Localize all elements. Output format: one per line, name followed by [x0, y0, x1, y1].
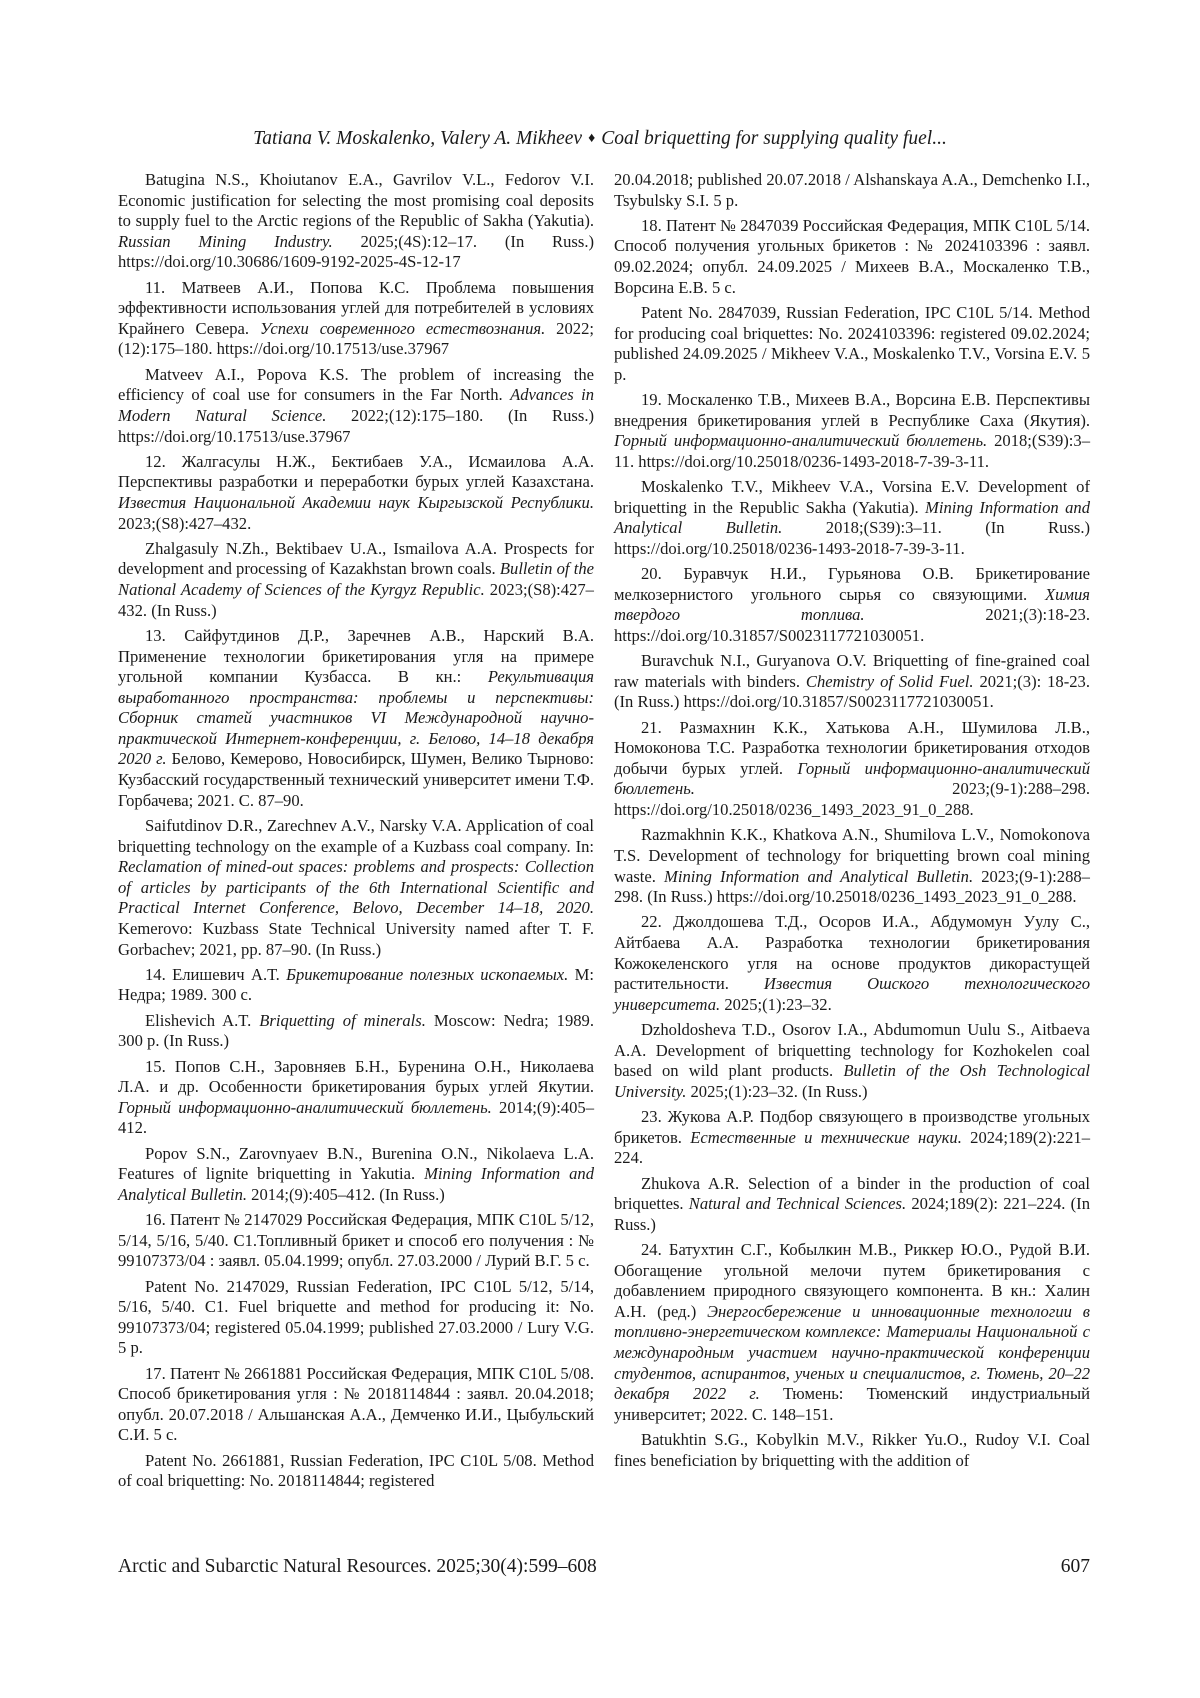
reference-text: 11. Матвеев А.И., Попова К.С. Проблема повышения эффективности использования углей для потребителей в условиях Крайнего Севера. — [118, 277, 594, 338]
reference-text-tail: Kemerovo: Kuzbass State Technical University named after T. F. Gorbachev; 2021, pp. 87–90. (In Russ.) — [118, 918, 594, 959]
reference-entry — [118, 1011, 594, 1052]
reference-text: Moskalenko T.V., Mikheev V.A., Vorsina E.V. Development of briquetting in the Republic Sakha (Yakutia). — [614, 477, 1090, 517]
reference-entry — [614, 477, 1090, 559]
reference-text: Elishevich A.T. — [145, 1010, 260, 1030]
reference-entry — [118, 452, 594, 534]
reference-text: Batukhtin S.G., Kobylkin M.V., Rikker Yu.O., Rudoy V.I. Coal fines beneficiation by briquetting with the addition of — [614, 1430, 1090, 1470]
reference-entry — [118, 1210, 594, 1272]
reference-entry — [614, 1020, 1090, 1102]
reference-text: Saifutdinov D.R., Zarechnev A.V., Narsky V.A. Application of coal briquetting technology on the example of a Kuzbass coal company. In: — [118, 815, 594, 856]
reference-text: 21. Размахнин К.К., Хатькова А.Н., Шумилова Л.В., Номоконова Т.С. Разработка технологии брикетирования отходов добычи бурых углей. — [614, 717, 1090, 778]
reference-entry — [614, 1240, 1090, 1425]
reference-text: 19. Москаленко Т.В., Михеев В.А., Ворсина Е.В. Перспективы внедрения брикетирования углей в Республике Саха (Якутия). — [614, 390, 1090, 430]
reference-text: Matveev A.I., Popova K.S. The problem of increasing the efficiency of coal use for consumers in the Far North. — [118, 364, 594, 405]
page-number: 607 — [1060, 1556, 1090, 1577]
reference-source-italic: Chemistry of Solid Fuel. — [805, 671, 974, 691]
reference-source-italic: Russian Mining Industry. — [118, 231, 333, 251]
reference-source-italic: Известия Ошского технологического университета. — [614, 974, 1090, 1014]
reference-text-tail: Moscow: Nedra; 1989. 300 p. (In Russ.) — [118, 1010, 594, 1051]
reference-entry — [118, 1144, 594, 1206]
reference-text: Batugina N.S., Khoiutanov E.A., Gavrilov V.L., Fedorov V.I. Economic justification for selecting the most promising coal deposits to supply fuel to the Arctic regions of the Republic of Sakha (Yakutia). — [118, 170, 594, 231]
reference-text-tail: 2023;(S8):427–432. — [118, 513, 252, 533]
reference-entry — [614, 564, 1090, 646]
reference-entry — [614, 718, 1090, 821]
reference-text: 14. Елишевич А.Т. — [145, 964, 287, 984]
reference-text: 17. Патент № 2661881 Российская Федерация, МПК C10L 5/08. Способ брикетирования угля : № 2018114844 : заявл. 20.04.2018; опубл. 20.07.2018 / Альшанская А.А., Демченко И.И., Цыбульский С.И. 5 с. — [118, 1363, 594, 1445]
reference-source-italic: Энергосбережение и инновационные технологии в топливно-энергетическом комплексе: Материалы Национальной с международным участием научно-практической конференции студентов, аспирантов, ученых и специалистов, г. Тюмень, 20–22 декабря 2022 г. — [614, 1301, 1090, 1404]
reference-text-tail: 2022;(12):175–180. https://doi.org/10.17513/use.37967 — [118, 318, 594, 359]
reference-text: 20.04.2018; published 20.07.2018 / Alshanskaya A.A., Demchenko I.I., Tsybulsky S.I. 5 p. — [614, 170, 1090, 210]
reference-text: Buravchuk N.I., Guryanova O.V. Briquetting of fine-grained coal raw materials with binders. — [614, 651, 1090, 691]
reference-text: 15. Попов С.Н., Заровняев Б.Н., Буренина О.Н., Николаева Л.А. и др. Особенности брикетирования бурых углей Якутии. — [118, 1056, 594, 1097]
reference-source-italic: Химия твердого топлива. — [614, 584, 1090, 625]
reference-entry — [118, 278, 594, 360]
reference-text-tail: 2018;(S39):3–11. https://doi.org/10.25018/0236-1493-2018-7-39-3-11. — [614, 431, 1090, 471]
reference-text-tail: 2025;(4S):12–17. (In Russ.) https://doi.org/10.30686/1609-9192-2025-4S-12-17 — [118, 231, 595, 272]
reference-text: Zhukova A.R. Selection of a binder in the production of coal briquettes. — [614, 1173, 1090, 1214]
reference-text: Popov S.N., Zarovnyaev B.N., Burenina O.N., Nikolaeva L.A. Features of lignite briquetting in Yakutia. — [118, 1143, 594, 1184]
reference-entry — [118, 816, 594, 960]
reference-entry — [118, 965, 594, 1006]
reference-entry — [614, 170, 1090, 211]
reference-entry — [118, 170, 594, 273]
reference-source-italic: Известия Национальной Академии наук Кыргызской Республики. — [118, 492, 594, 512]
reference-text-tail: Белово, Кемерово, Новосибирск, Шумен, Велико Тырново: Кузбасский государственный технический университет имени Т.Ф. Горбачева; 2021. С. 87–90. — [118, 749, 594, 810]
reference-entry — [118, 365, 594, 447]
reference-text-tail: 2023;(S8):427–432. (In Russ.) — [118, 580, 594, 620]
page-footer — [118, 1556, 1090, 1578]
reference-text-tail: 2023;(9-1):288–298. https://doi.org/10.25018/0236_1493_2023_91_0_288. — [614, 779, 1090, 820]
reference-text: Dzholdosheva T.D., Osorov I.A., Abdumomun Uulu S., Aitbaeva A.A. Development of briquetting technology for Kozhokelen coal based on wild plant products. — [614, 1020, 1090, 1081]
reference-entry — [118, 1277, 594, 1359]
reference-source-italic: Mining Information and Analytical Bulletin. — [664, 866, 974, 886]
reference-entry — [118, 1057, 594, 1139]
header-separator: ♦ — [588, 131, 596, 146]
reference-entry — [118, 1451, 594, 1492]
reference-source-italic: Bulletin of the Osh Technological University. — [614, 1061, 1090, 1101]
reference-text: Zhalgasuly N.Zh., Bektibaev U.A., Ismailova A.A. Prospects for development and processing of Kazakhstan brown coals. — [118, 538, 594, 579]
reference-source-italic: Natural and Technical Sciences. — [688, 1194, 907, 1214]
reference-source-italic: Горный информационно-аналитический бюллетень. — [614, 758, 1090, 799]
reference-text-tail: 2023;(9-1):288–298. (In Russ.) https://doi.org/10.25018/0236_1493_2023_91_0_288. — [614, 866, 1090, 907]
reference-entry — [614, 1430, 1090, 1471]
reference-text: 18. Патент № 2847039 Российская Федерация, МПК C10L 5/14. Способ получения угольных брикетов : № 2024103396 : заявл. 09.02.2024; опубл. 24.09.2025 / Михеев В.А., Москаленко Т.В., Ворсина Е.В. 5 с. — [614, 215, 1090, 297]
reference-source-italic: Горный информационно-аналитический бюллетень. — [118, 1097, 492, 1117]
reference-text: Patent No. 2661881, Russian Federation, IPC C10L 5/08. Method of coal briquetting: No. 2018114844; registered — [118, 1450, 594, 1491]
reference-text: 12. Жалгасулы Н.Ж., Бектибаев У.А., Исмаилова А.А. Перспективы разработки и переработки бурых углей Казахстана. — [118, 451, 594, 492]
reference-column-right — [614, 170, 1090, 1476]
reference-entry — [614, 216, 1090, 298]
reference-text: 22. Джолдошева Т.Д., Осоров И.А., Абдумомун Уулу С., Айтбаева А.А. Разработка технологии брикетирования Кожокеленского угля на основе продуктов дикорастущей растительности. — [614, 912, 1090, 994]
reference-entry — [118, 539, 594, 621]
reference-text-tail: 2018;(S39):3–11. (In Russ.) https://doi.org/10.25018/0236-1493-2018-7-39-3-11. — [614, 518, 1090, 558]
reference-text-tail: М: Недра; 1989. 300 с. — [118, 964, 595, 1005]
reference-text: 13. Сайфутдинов Д.Р., Заречнев А.В., Нарский В.А. Применение технологии брикетирования угля на примере угольной компании Кузбасса. В кн.: — [118, 625, 594, 687]
reference-source-italic: Рекультивация выработанного пространства: проблемы и перспективы: Сборник статей участников VI Международной научно-практической Интернет-конференции, г. Белово, 14–18 декабря 2020 г. — [118, 667, 594, 769]
reference-entry — [118, 626, 594, 811]
reference-entry — [614, 1107, 1090, 1169]
reference-source-italic: Bulletin of the National Academy of Sciences of the Kyrgyz Republic. — [118, 559, 595, 600]
reference-entry — [614, 390, 1090, 472]
reference-source-italic: Mining Information and Analytical Bulletin. — [118, 1164, 595, 1204]
reference-text: Patent No. 2147029, Russian Federation, IPC C10L 5/12, 5/14, 5/16, 5/40. C1. Fuel briquette and method for producing it: No. 99107373/04; registered 05.04.1999; published 27.03.2000 / Lury V.G. 5 p. — [118, 1276, 594, 1358]
reference-text-tail: 2014;(9):405–412. (In Russ.) — [247, 1184, 445, 1204]
footer-journal-citation: Arctic and Subarctic Natural Resources. 2025;30(4):599–608 — [118, 1556, 597, 1577]
reference-text-tail: 2024;189(2): 221–224. (In Russ.) — [614, 1194, 1090, 1234]
reference-text: 20. Буравчук Н.И., Гурьянова О.В. Брикетирование мелкозернистого угольного сырья со связующими. — [614, 564, 1090, 604]
reference-source-italic: Горный информационно-аналитический бюллетень. — [614, 431, 988, 451]
reference-source-italic: Advances in Modern Natural Science. — [118, 385, 594, 425]
reference-column-left — [118, 170, 594, 1497]
reference-text: 16. Патент № 2147029 Российская Федерация, МПК C10L 5/12, 5/14, 5/16, 5/40. C1.Топливный брикет и способ его получения : № 99107373/04 : заявл. 05.04.1999; опубл. 27.03.2000 / Лурий В.Г. 5 с. — [118, 1210, 594, 1271]
reference-source-italic: Успехи современного естествознания. — [259, 318, 546, 338]
reference-text: 23. Жукова А.Р. Подбор связующего в производстве угольных брикетов. — [614, 1107, 1090, 1147]
reference-text: 24. Батухтин С.Г., Кобылкин М.В., Риккер Ю.О., Рудой В.И. Обогащение угольной мелочи путем брикетирования с добавлением природного связующего компонента. В кн.: Халин А.Н. (ред.) — [614, 1240, 1090, 1321]
reference-source-italic: Briquetting of minerals. — [259, 1010, 426, 1030]
reference-source-italic: Reclamation of mined-out spaces: problems and prospects: Collection of articles by participants of the 6th International Scientific and Practical Internet Conference, Belovo, December 14–18, 2020. — [118, 857, 594, 918]
reference-entry — [614, 303, 1090, 385]
reference-source-italic: Mining Information and Analytical Bulletin. — [614, 497, 1090, 538]
header-title: Coal briquetting for supplying quality fuel... — [601, 128, 947, 149]
reference-entry — [614, 1174, 1090, 1236]
reference-text-tail: Тюмень: Тюменский индустриальный университет; 2022. С. 148–151. — [614, 1384, 1090, 1424]
header-authors: Tatiana V. Moskalenko, Valery A. Mikheev — [253, 128, 583, 149]
reference-entry — [118, 1364, 594, 1446]
reference-entry — [614, 825, 1090, 907]
reference-text-tail: 2025;(1):23–32. — [720, 994, 832, 1014]
reference-text: Razmakhnin K.K., Khatkova A.N., Shumilova L.V., Nomokonova T.S. Development of technology for briquetting brown coal mining waste. — [614, 825, 1090, 886]
reference-text-tail: 2024;189(2):221–224. — [614, 1127, 1090, 1168]
reference-entry — [614, 912, 1090, 1015]
reference-entry — [614, 651, 1090, 713]
reference-text-tail: 2021;(3):18-23. https://doi.org/10.31857/S0023117721030051. — [614, 605, 1090, 645]
reference-text: Patent No. 2847039, Russian Federation, IPC C10L 5/14. Method for producing coal briquettes: No. 2024103396: registered 09.02.2024; published 24.09.2025 / Mikheev V.A., Moskalenko T.V., Vorsina E.V. 5 p. — [614, 302, 1090, 384]
reference-text-tail: 2022;(12):175–180. (In Russ.) https://doi.org/10.17513/use.37967 — [118, 405, 594, 446]
running-header — [0, 128, 1200, 150]
reference-source-italic: Брикетирование полезных ископаемых. — [286, 964, 569, 984]
reference-text-tail: 2025;(1):23–32. (In Russ.) — [686, 1081, 868, 1101]
reference-text-tail: 2021;(3): 18-23. (In Russ.) https://doi.org/10.31857/S0023117721030051. — [614, 671, 1090, 712]
reference-source-italic: Естественные и технические науки. — [690, 1127, 962, 1147]
reference-text-tail: 2014;(9):405–412. — [118, 1097, 594, 1138]
